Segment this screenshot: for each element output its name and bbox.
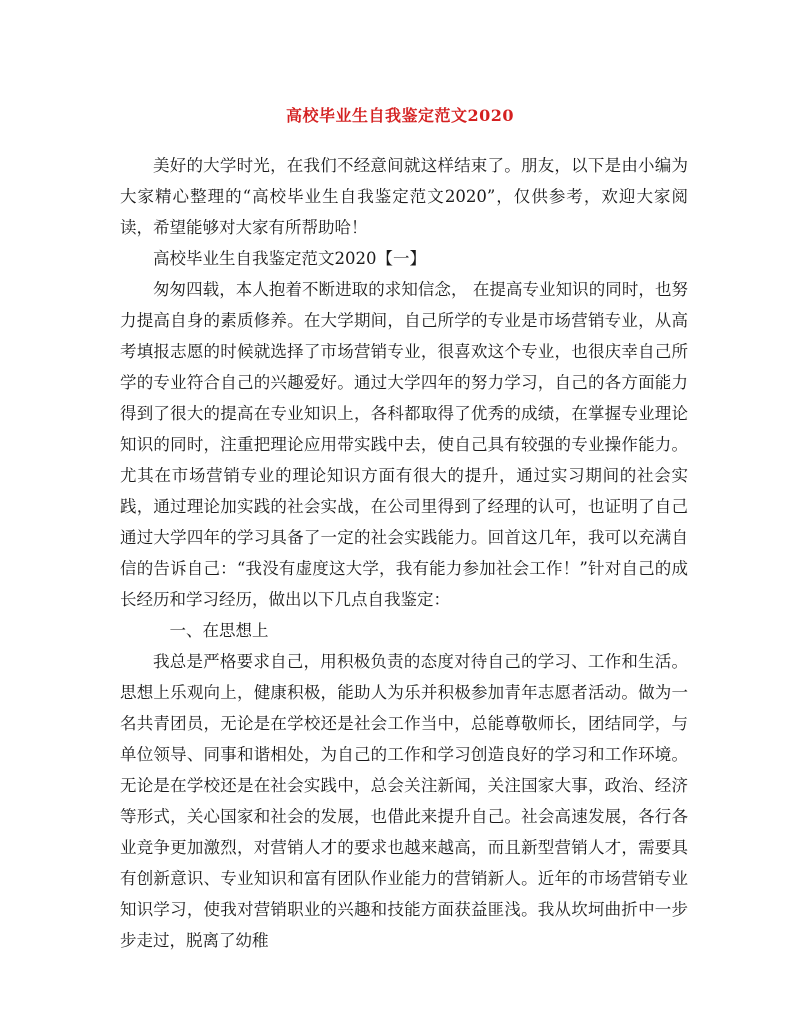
body-paragraph-2: 我总是严格要求自己，用积极负责的态度对待自己的学习、工作和生活。思想上乐观向上，健康积极，能助人为乐并积极参加青年志愿者活动。做为一名共青团员，无论是在学校还是社会工作当中，总能尊敬师长，团结同学，与单位领导、同事和谐相处，为自己的工作和学习创造良好的学习和工作环境。无论是在学校还是在社会实践中，总会关注新闻，关注国家大事，政治、经济等形式，关心国家和社会的发展，也借此来提升自己。社会高速发展，各行各业竞争更加激烈，对营销人才的要求也越来越高，而且新型营销人才，需要具有创新意识、专业知识和富有团队作业能力的营销新人。近年的市场营销专业知识学习，使我对营销职业的兴趣和技能方面获益匪浅。我从坎坷曲折中一步步走过，脱离了幼稚 <box>120 652 688 950</box>
intro-paragraph: 美好的大学时光，在我们不经意间就这样结束了。朋友，以下是由小编为大家精心整理的“高校毕业生自我鉴定范文2020”，仅供参考，欢迎大家阅读，希望能够对大家有所帮助哈！ <box>120 156 688 237</box>
section-heading-thought: 一、在思想上 <box>169 621 269 640</box>
article-subheading: 高校毕业生自我鉴定范文2020【一】 <box>153 249 426 268</box>
document-title: 高校毕业生自我鉴定范文2020 <box>285 106 515 125</box>
document-body <box>120 150 688 956</box>
body-paragraph-1: 匆匆四载，本人抱着不断进取的求知信念， 在提高专业知识的同时，也努力提高自身的素质修养。在大学期间，自己所学的专业是市场营销专业，从高考填报志愿的时候就选择了市场营销专业，很喜欢这个专业，也很庆幸自己所学的专业符合自己的兴趣爱好。通过大学四年的努力学习，自己的各方面能力得到了很大的提高在专业知识上，各科都取得了优秀的成绩，在掌握专业理论知识的同时，注重把理论应用带实践中去，使自己具有较强的专业操作能力。尤其在市场营销专业的理论知识方面有很大的提升，通过实习期间的社会实践，通过理论加实践的社会实战，在公司里得到了经理的认可，也证明了自己通过大学四年的学习具备了一定的社会实践能力。回首这几年，我可以充满自信的告诉自己：“我没有虚度这大学，我有能力参加社会工作！”针对自己的成长经历和学习经历，做出以下几点自我鉴定： <box>120 280 688 609</box>
